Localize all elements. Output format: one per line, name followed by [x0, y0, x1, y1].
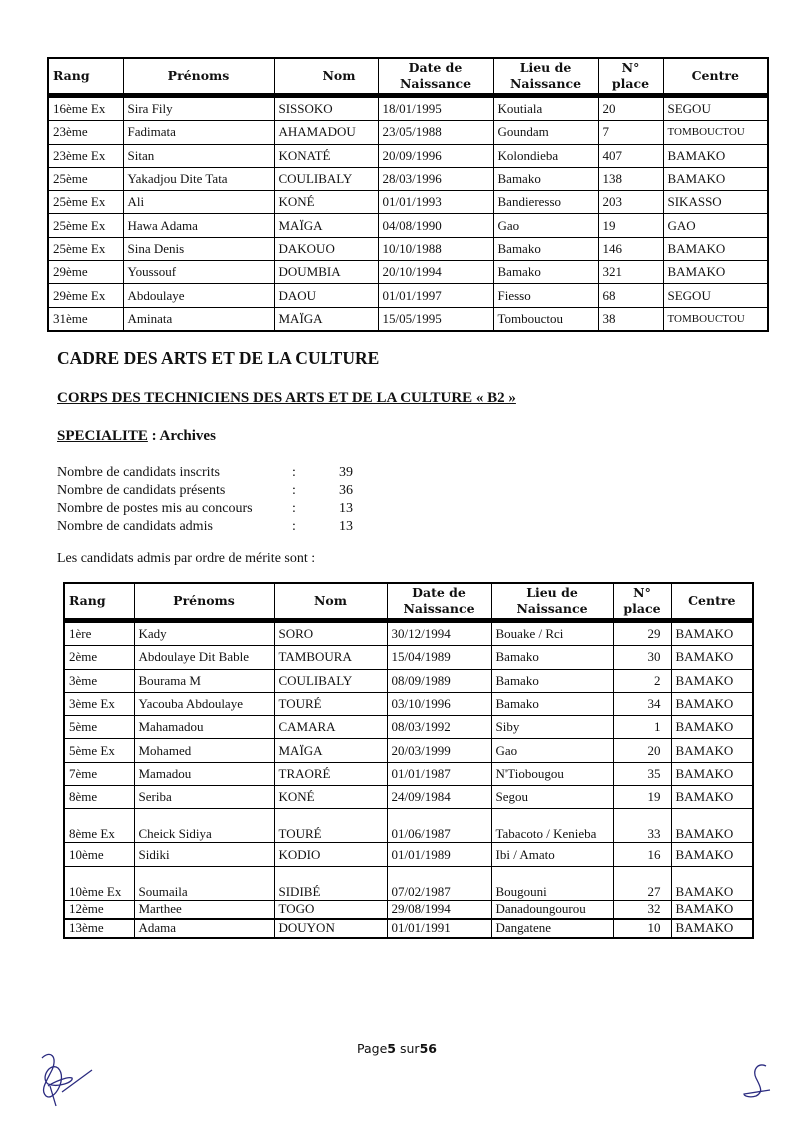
cell-lieu: Bamako: [493, 261, 598, 284]
cell-rang: 25ème Ex: [48, 214, 123, 237]
cell-lieu: Bamako: [493, 237, 598, 260]
cell-date: 28/03/1996: [378, 167, 493, 190]
table-row: [48, 261, 768, 284]
cell-rang: 5ème: [64, 716, 134, 739]
cell-lieu: Gao: [491, 739, 613, 762]
cell-date: 29/08/1994: [387, 900, 491, 919]
cell-centre: GAO: [663, 214, 768, 237]
cell-prenoms: Ali: [123, 191, 274, 214]
cell-lieu: Tombouctou: [493, 307, 598, 331]
cell-rang: 16ème Ex: [48, 96, 123, 121]
cell-rang: 23ème: [48, 121, 123, 144]
cell-prenoms: Hawa Adama: [123, 214, 274, 237]
cell-date: 15/05/1995: [378, 307, 493, 331]
signature-right-icon: [738, 1060, 778, 1100]
stat-postes: Nombre de postes mis au concours : 13: [57, 501, 353, 516]
cell-rang: 3ème Ex: [64, 692, 134, 715]
cell-centre: SEGOU: [663, 284, 768, 307]
cell-centre: BAMAKO: [671, 621, 753, 646]
cell-date: 01/01/1993: [378, 191, 493, 214]
table-row: [64, 621, 753, 646]
header-prenoms: Prénoms: [134, 583, 274, 621]
table-row: [48, 191, 768, 214]
cell-centre: BAMAKO: [671, 716, 753, 739]
cell-place: 16: [613, 843, 671, 866]
header-rang: Rang: [48, 58, 123, 96]
results-table: [63, 582, 754, 939]
cell-date: 01/01/1987: [387, 762, 491, 785]
table-row: [48, 284, 768, 307]
table-row: [64, 866, 753, 900]
cell-place: 146: [598, 237, 663, 260]
cell-nom: MAÏGA: [274, 307, 378, 331]
cell-rang: 25ème Ex: [48, 237, 123, 260]
cell-place: 321: [598, 261, 663, 284]
table-row: [48, 167, 768, 190]
cell-place: 35: [613, 762, 671, 785]
cell-lieu: Dangatene: [491, 919, 613, 938]
stat-inscrits: Nombre de candidats inscrits : 39: [57, 465, 353, 480]
cell-prenoms: Cheick Sidiya: [134, 809, 274, 843]
table-row: [64, 762, 753, 785]
cell-nom: KODIO: [274, 843, 387, 866]
header-prenoms: Prénoms: [123, 58, 274, 96]
intro-text: Les candidats admis par ordre de mérite sont :: [57, 551, 316, 566]
table-row: [48, 144, 768, 167]
cell-rang: 7ème: [64, 762, 134, 785]
cell-prenoms: Seriba: [134, 786, 274, 809]
table-row: [48, 307, 768, 331]
cell-date: 01/01/1989: [387, 843, 491, 866]
cell-date: 01/06/1987: [387, 809, 491, 843]
stat-admis: Nombre de candidats admis : 13: [57, 519, 353, 534]
cell-prenoms: Youssouf: [123, 261, 274, 284]
cell-lieu: Bougouni: [491, 866, 613, 900]
table-row: [64, 646, 753, 669]
specialite-label: SPECIALITE: [57, 428, 148, 444]
cell-nom: CAMARA: [274, 716, 387, 739]
cell-place: 7: [598, 121, 663, 144]
table-row: [48, 96, 768, 121]
cell-nom: SIDIBÉ: [274, 866, 387, 900]
header-lieu: Lieu de Naissance: [493, 58, 598, 96]
cell-date: 04/08/1990: [378, 214, 493, 237]
cell-lieu: Bamako: [491, 646, 613, 669]
cell-nom: SORO: [274, 621, 387, 646]
cell-place: 34: [613, 692, 671, 715]
cell-date: 20/03/1999: [387, 739, 491, 762]
cell-centre: BAMAKO: [671, 669, 753, 692]
cell-date: 01/01/1997: [378, 284, 493, 307]
cell-rang: 29ème: [48, 261, 123, 284]
cell-place: 203: [598, 191, 663, 214]
cell-centre: BAMAKO: [671, 843, 753, 866]
cell-nom: TOURÉ: [274, 809, 387, 843]
cell-centre: BAMAKO: [671, 762, 753, 785]
table-row: [48, 237, 768, 260]
cell-prenoms: Adama: [134, 919, 274, 938]
cell-place: 19: [598, 214, 663, 237]
cell-lieu: Tabacoto / Kenieba: [491, 809, 613, 843]
cell-nom: TOURÉ: [274, 692, 387, 715]
cell-rang: 29ème Ex: [48, 284, 123, 307]
cell-prenoms: Sira Fily: [123, 96, 274, 121]
cell-date: 20/10/1994: [378, 261, 493, 284]
cell-prenoms: Kady: [134, 621, 274, 646]
header-centre: Centre: [663, 58, 768, 96]
cell-lieu: N'Tiobougou: [491, 762, 613, 785]
header-place: N° place: [613, 583, 671, 621]
cell-nom: MAÏGA: [274, 214, 378, 237]
cell-place: 138: [598, 167, 663, 190]
header-date: Date de Naissance: [387, 583, 491, 621]
cell-rang: 25ème: [48, 167, 123, 190]
cell-nom: DOUMBIA: [274, 261, 378, 284]
cell-prenoms: Bourama M: [134, 669, 274, 692]
cell-centre: BAMAKO: [671, 919, 753, 938]
header-nom: Nom: [274, 583, 387, 621]
cell-rang: 23ème Ex: [48, 144, 123, 167]
cell-lieu: Danadoungourou: [491, 900, 613, 919]
header-centre: Centre: [671, 583, 753, 621]
cell-centre: BAMAKO: [671, 739, 753, 762]
cell-prenoms: Mahamadou: [134, 716, 274, 739]
cell-centre: BAMAKO: [663, 261, 768, 284]
cell-lieu: Bouake / Rci: [491, 621, 613, 646]
cell-nom: DOUYON: [274, 919, 387, 938]
page-label: Page: [357, 1041, 388, 1056]
cell-rang: 8ème: [64, 786, 134, 809]
cell-prenoms: Abdoulaye: [123, 284, 274, 307]
table-row: [48, 214, 768, 237]
cell-place: 29: [613, 621, 671, 646]
cell-date: 18/01/1995: [378, 96, 493, 121]
cell-place: 68: [598, 284, 663, 307]
cell-lieu: Bandieresso: [493, 191, 598, 214]
cell-nom: KONATÉ: [274, 144, 378, 167]
cell-lieu: Kolondieba: [493, 144, 598, 167]
cell-prenoms: Soumaila: [134, 866, 274, 900]
cell-nom: TOGO: [274, 900, 387, 919]
cell-centre: BAMAKO: [671, 786, 753, 809]
cell-centre: SEGOU: [663, 96, 768, 121]
cell-centre: BAMAKO: [671, 692, 753, 715]
cell-centre: BAMAKO: [671, 866, 753, 900]
cell-prenoms: Yakadjou Dite Tata: [123, 167, 274, 190]
corps-heading: CORPS DES TECHNICIENS DES ARTS ET DE LA CULTURE « B2 »: [57, 390, 516, 406]
page-total: 56: [419, 1041, 437, 1056]
cell-nom: KONÉ: [274, 191, 378, 214]
cell-place: 38: [598, 307, 663, 331]
cell-prenoms: Sina Denis: [123, 237, 274, 260]
previous-results-table: [47, 57, 769, 332]
cell-prenoms: Sidiki: [134, 843, 274, 866]
cell-date: 08/03/1992: [387, 716, 491, 739]
cell-centre: BAMAKO: [663, 167, 768, 190]
cell-place: 407: [598, 144, 663, 167]
page-number: 5: [387, 1041, 396, 1056]
cell-rang: 3ème: [64, 669, 134, 692]
stat-presents: Nombre de candidats présents : 36: [57, 483, 353, 498]
cell-date: 01/01/1991: [387, 919, 491, 938]
specialite-value: : Archives: [147, 428, 216, 444]
table-row: [64, 919, 753, 938]
cell-nom: DAOU: [274, 284, 378, 307]
header-place: N° place: [598, 58, 663, 96]
cell-prenoms: Abdoulaye Dit Bable: [134, 646, 274, 669]
cell-centre: BAMAKO: [671, 646, 753, 669]
cell-place: 1: [613, 716, 671, 739]
cell-nom: SISSOKO: [274, 96, 378, 121]
page-sur: sur: [399, 1041, 420, 1056]
table-row: [64, 900, 753, 919]
header-rang: Rang: [64, 583, 134, 621]
cell-lieu: Fiesso: [493, 284, 598, 307]
table-header-row: [64, 583, 753, 621]
cell-lieu: Ibi / Amato: [491, 843, 613, 866]
cadre-heading: CADRE DES ARTS ET DE LA CULTURE: [57, 348, 380, 368]
cell-rang: 31ème: [48, 307, 123, 331]
cell-date: 10/10/1988: [378, 237, 493, 260]
cell-centre: BAMAKO: [663, 144, 768, 167]
cell-nom: DAKOUO: [274, 237, 378, 260]
cell-centre: BAMAKO: [671, 900, 753, 919]
cell-centre: SIKASSO: [663, 191, 768, 214]
cell-place: 2: [613, 669, 671, 692]
cell-lieu: Gao: [493, 214, 598, 237]
cell-place: 33: [613, 809, 671, 843]
cell-nom: KONÉ: [274, 786, 387, 809]
cell-lieu: Bamako: [491, 669, 613, 692]
table-row: [64, 843, 753, 866]
cell-date: 24/09/1984: [387, 786, 491, 809]
cell-prenoms: Mamadou: [134, 762, 274, 785]
cell-lieu: Siby: [491, 716, 613, 739]
cell-rang: 12ème: [64, 900, 134, 919]
table-header-row: [48, 58, 768, 96]
cell-place: 19: [613, 786, 671, 809]
cell-place: 10: [613, 919, 671, 938]
cell-nom: COULIBALY: [274, 669, 387, 692]
cell-centre: BAMAKO: [671, 809, 753, 843]
cell-centre: BAMAKO: [663, 237, 768, 260]
cell-rang: 25ème Ex: [48, 191, 123, 214]
header-date: Date de Naissance: [378, 58, 493, 96]
cell-rang: 13ème: [64, 919, 134, 938]
specialite-heading: [57, 428, 216, 445]
cell-rang: 5ème Ex: [64, 739, 134, 762]
cell-prenoms: Fadimata: [123, 121, 274, 144]
cell-lieu: Koutiala: [493, 96, 598, 121]
cell-place: 20: [613, 739, 671, 762]
cell-nom: MAÏGA: [274, 739, 387, 762]
cell-place: 32: [613, 900, 671, 919]
cell-date: 30/12/1994: [387, 621, 491, 646]
page-footer: [0, 1041, 794, 1056]
cell-nom: AHAMADOU: [274, 121, 378, 144]
signature-left-icon: [28, 1048, 98, 1108]
cell-prenoms: Marthee: [134, 900, 274, 919]
cell-nom: TAMBOURA: [274, 646, 387, 669]
cell-prenoms: Mohamed: [134, 739, 274, 762]
cell-nom: COULIBALY: [274, 167, 378, 190]
cell-date: 07/02/1987: [387, 866, 491, 900]
cell-lieu: Bamako: [491, 692, 613, 715]
cell-rang: 10ème: [64, 843, 134, 866]
cell-rang: 1ère: [64, 621, 134, 646]
cell-nom: TRAORÉ: [274, 762, 387, 785]
cell-date: 20/09/1996: [378, 144, 493, 167]
cell-centre: TOMBOUCTOU: [663, 307, 768, 331]
cell-lieu: Segou: [491, 786, 613, 809]
cell-lieu: Goundam: [493, 121, 598, 144]
header-lieu: Lieu de Naissance: [491, 583, 613, 621]
table-row: [48, 121, 768, 144]
cell-date: 03/10/1996: [387, 692, 491, 715]
cell-lieu: Bamako: [493, 167, 598, 190]
table-row: [64, 669, 753, 692]
cell-date: 23/05/1988: [378, 121, 493, 144]
cell-prenoms: Sitan: [123, 144, 274, 167]
cell-date: 08/09/1989: [387, 669, 491, 692]
cell-date: 15/04/1989: [387, 646, 491, 669]
table-row: [64, 692, 753, 715]
cell-rang: 2ème: [64, 646, 134, 669]
table-row: [64, 786, 753, 809]
cell-prenoms: Aminata: [123, 307, 274, 331]
table-row: [64, 809, 753, 843]
cell-place: 20: [598, 96, 663, 121]
cell-place: 30: [613, 646, 671, 669]
cell-rang: 10ème Ex: [64, 866, 134, 900]
cell-place: 27: [613, 866, 671, 900]
table-row: [64, 716, 753, 739]
cell-prenoms: Yacouba Abdoulaye: [134, 692, 274, 715]
table-row: [64, 739, 753, 762]
header-nom: Nom: [274, 58, 378, 96]
cell-centre: TOMBOUCTOU: [663, 121, 768, 144]
cell-rang: 8ème Ex: [64, 809, 134, 843]
